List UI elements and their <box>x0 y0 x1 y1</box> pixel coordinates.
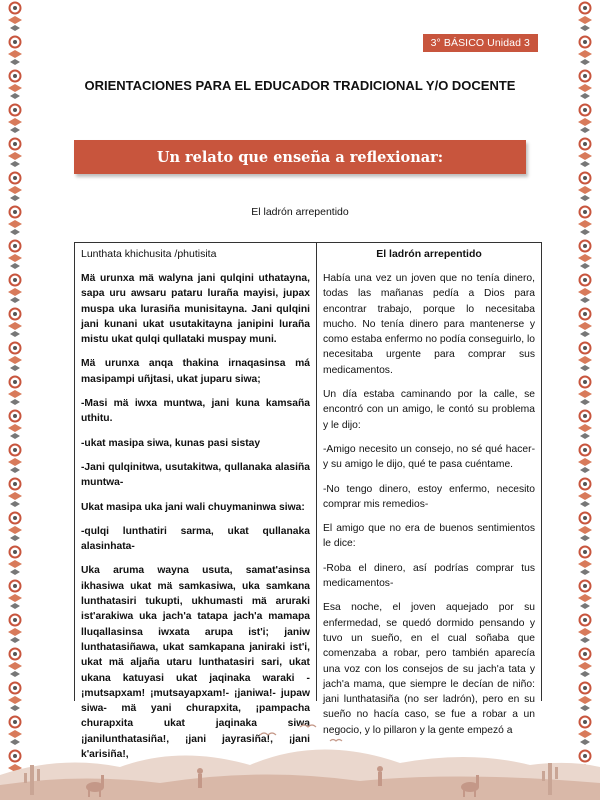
spanish-paragraph: -No tengo dinero, estoy enfermo, necesito comprar mis remedios- <box>323 483 535 510</box>
grade-unit-badge: 3° BÁSICO Unidad 3 <box>423 34 538 52</box>
landscape-footer-illustration <box>0 705 600 800</box>
spanish-paragraph: Un día estaba caminando por la calle, se encontró con un amigo, le contó su problema y le dijo: <box>323 389 535 431</box>
aymara-paragraph: Mä urunxa mä walyna jani qulqini uthatayna, sapa uru awsaru pataru luraña mayisi, jupax muspa uka lurasiña munisitayna. Jani qulqini jani kunani ukat usutakitayna janipini luraña mistu ukat qulqi qullataki muspay muni. <box>81 273 310 346</box>
bilingual-story-table <box>74 242 542 761</box>
spanish-paragraph: Esa noche, el joven aquejado por su enfermedad, se quedó dormido pensando y tuvo un sueño, en el cual soñaba que comenzaba a robar, pero también aparecía una voz con los consejos de su jach'a tata y jach'a mama, que siempre le decían de niño: jani lunthatasiña (no ser ladrón), pero en su sueño no hacía caso, se fue a robar a un negocio, y lo pillaron y la gente empezó a <box>323 602 535 736</box>
spanish-paragraph: -Roba el dinero, así podrías comprar tus medicamentos- <box>323 562 535 590</box>
aymara-paragraph: -Jani qulqinitwa, usutakitwa, qullanaka alasiña muntwa- <box>81 461 310 489</box>
spanish-paragraph: El amigo que no era de buenos sentimientos le dice: <box>323 523 535 550</box>
banner-title: Un relato que enseña a reflexionar: <box>156 148 444 166</box>
page-title: ORIENTACIONES PARA EL EDUCADOR TRADICIONAL Y/O DOCENTE <box>84 78 516 93</box>
spanish-column-header: El ladrón arrepentido <box>376 248 482 260</box>
decorative-border-right <box>574 0 596 800</box>
aymara-paragraph: Ukat masipa uka jani wali chuymaninwa siwa: <box>81 501 305 513</box>
spanish-paragraph: -Amigo necesito un consejo, no sé qué hacer- y su amigo le dijo, qué te pasa cuéntame. <box>323 443 535 471</box>
aymara-paragraph: -ukat masipa siwa, kunas pasi sistay <box>81 437 261 449</box>
aymara-paragraph: -Masi mä iwxa muntwa, jani kuna kamsaña uthitu. <box>81 398 310 425</box>
story-subtitle: El ladrón arrepentido <box>251 206 349 218</box>
aymara-column <box>75 243 317 761</box>
section-banner <box>74 140 526 174</box>
aymara-paragraph: Mä urunxa anqa thakina irnaqasinsa má masipampi uñjtasi, ukat juparu siwa; <box>81 358 310 385</box>
aymara-paragraph: -qulqi lunthatiri sarma, ukat qullanaka alasinhata- <box>81 525 310 553</box>
spanish-column <box>317 243 541 736</box>
decorative-border-left <box>4 0 26 800</box>
aymara-column-header: Lunthata khichusita /phutisita <box>81 248 217 260</box>
spanish-paragraph: Había una vez un joven que no tenía dinero, todas las mañanas pedía a Dios para encontrar trabajo, porque lo necesitaba mucho. No tenía dinero para mantenerse y como estaba enfermo no podía conseguirlo, lo necesitaba urgente para comprar sus medicamentos. <box>323 273 535 376</box>
aymara-paragraph: Uka aruma wayna usuta, samat'asinsa ikhasiwa ukat mä samkasiwa, uka samkana lunthatasiri tukupti, ukhumasti mä aruraki ist'arakiwa uka jach'a tatapa jach'a mamapa lluqallasinsa iwxata arupa ist'i; janiw lunthatasiñawa, ukat samkapana janiraki ist'i, ukat mä aljaña utaru lunthatasiri sari, ukat ukana katuyasi ukat jaqinaka waraki -¡mutsapxam! ¡mutsayapxam!- ¡janiwa!- jupaw siwa- mä yani churapxita, ¡pampacha churapxita ukat jaqinaka siwa ¡janilunthatasiña!, ¡jani jayrasiña!, ¡jani k'arisiña!, <box>81 565 310 761</box>
